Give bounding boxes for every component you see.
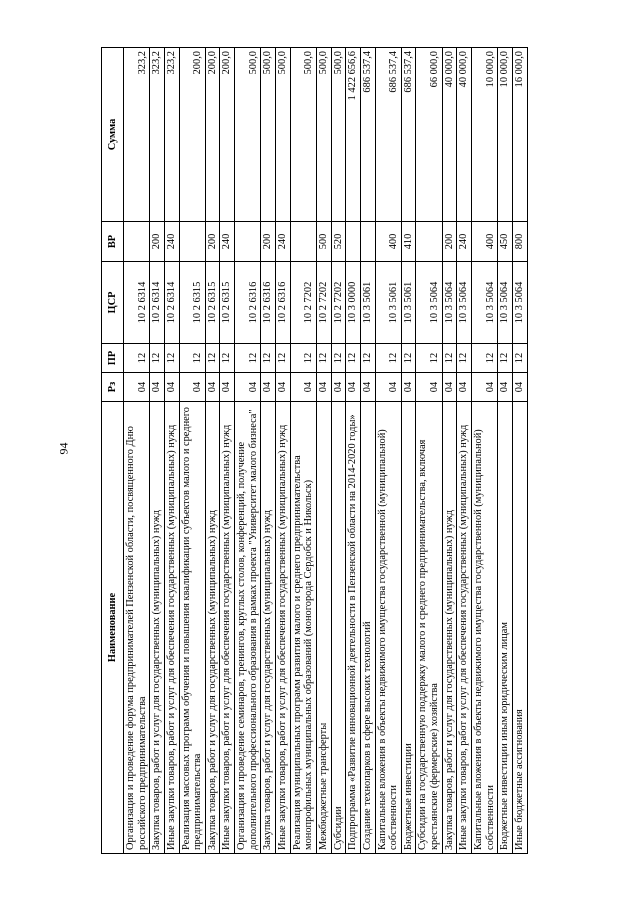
cell-pr: 12 — [150, 344, 165, 373]
cell-pr: 12 — [164, 344, 179, 373]
cell-vr: 520 — [331, 222, 346, 262]
cell-vr: 800 — [512, 222, 527, 262]
cell-name: Иные закупки товаров, работ и услуг для обеспечения государственных (муниципальных) нужд — [220, 402, 235, 854]
header-rz: Рз — [102, 373, 124, 402]
cell-rz: 04 — [220, 373, 235, 402]
cell-csr: 10 3 0000 — [346, 262, 361, 344]
cell-pr: 12 — [290, 344, 316, 373]
budget-table-rotated — [101, 48, 577, 854]
table-row — [261, 48, 276, 854]
cell-rz: 04 — [235, 373, 261, 402]
cell-vr: 240 — [164, 222, 179, 262]
cell-csr: 10 3 5061 — [360, 262, 375, 344]
cell-csr: 10 2 7202 — [331, 262, 346, 344]
cell-csr: 10 3 5064 — [442, 262, 457, 344]
cell-sum: 686 537,4 — [401, 48, 416, 222]
cell-sum: 40 000,0 — [442, 48, 457, 222]
cell-rz: 04 — [498, 373, 513, 402]
table-row — [442, 48, 457, 854]
cell-rz: 04 — [512, 373, 527, 402]
cell-name: Капитальные вложения в объекты недвижимого имущества государственной (муниципальной) собственности — [472, 402, 498, 854]
table-row — [124, 48, 150, 854]
cell-sum: 500,0 — [331, 48, 346, 222]
cell-csr: 10 2 6316 — [261, 262, 276, 344]
cell-csr: 10 2 6316 — [276, 262, 291, 344]
table-row — [472, 48, 498, 854]
cell-csr: 10 3 5061 — [401, 262, 416, 344]
cell-name: Организация и проведение семинаров, тренингов, круглых столов, конференций, получение дополнительного профессионального образования в рамках проекта "Университет малого бизнеса" — [235, 402, 261, 854]
cell-pr: 12 — [205, 344, 220, 373]
header-name: Наименование — [102, 402, 124, 854]
cell-pr: 12 — [220, 344, 235, 373]
cell-name: Реализация муниципальных программ развития малого и среднего предпринимательства монопрофильных муниципальных образований (моногорода Сердобск и Никольск) — [290, 402, 316, 854]
cell-csr: 10 3 5064 — [416, 262, 442, 344]
cell-name: Капитальные вложения в объекты недвижимого имущества государственной (муниципальной) собственности — [375, 402, 401, 854]
cell-vr: 400 — [472, 222, 498, 262]
cell-name: Иные закупки товаров, работ и услуг для обеспечения государственных (муниципальных) нужд — [457, 402, 472, 854]
cell-vr: 500 — [316, 222, 331, 262]
cell-name: Организация и проведение форума предпринимателей Пензенской области, посвященного Дню российского предпринимательства — [124, 402, 150, 854]
cell-name: Межбюджетные трансферты — [316, 402, 331, 854]
table-row — [164, 48, 179, 854]
header-vr: ВР — [102, 222, 124, 262]
cell-csr: 10 3 5064 — [457, 262, 472, 344]
cell-name: Подпрограмма «Развитие инновационной деятельности в Пензенской области на 2014-2020 годы» — [346, 402, 361, 854]
table-row — [360, 48, 375, 854]
cell-vr: 200 — [150, 222, 165, 262]
table-row — [276, 48, 291, 854]
cell-csr: 10 2 6314 — [124, 262, 150, 344]
cell-pr: 12 — [498, 344, 513, 373]
cell-sum: 10 000,0 — [498, 48, 513, 222]
cell-rz: 04 — [164, 373, 179, 402]
cell-sum: 1 422 656,6 — [346, 48, 361, 222]
cell-vr: 200 — [442, 222, 457, 262]
cell-csr: 10 2 7202 — [290, 262, 316, 344]
cell-csr: 10 2 7202 — [316, 262, 331, 344]
table-row — [205, 48, 220, 854]
cell-rz: 04 — [346, 373, 361, 402]
cell-sum: 40 000,0 — [457, 48, 472, 222]
cell-vr: 240 — [457, 222, 472, 262]
page-number: 94 — [56, 442, 71, 455]
cell-csr: 10 2 6315 — [205, 262, 220, 344]
table-row — [498, 48, 513, 854]
cell-rz: 04 — [205, 373, 220, 402]
table-row — [375, 48, 401, 854]
cell-sum: 500,0 — [276, 48, 291, 222]
cell-pr: 12 — [472, 344, 498, 373]
cell-rz: 04 — [457, 373, 472, 402]
cell-csr: 10 2 6314 — [164, 262, 179, 344]
cell-vr — [124, 222, 150, 262]
cell-name: Создание технопарков в сфере высоких технологий — [360, 402, 375, 854]
cell-vr — [360, 222, 375, 262]
cell-csr: 10 3 5064 — [498, 262, 513, 344]
table-row — [150, 48, 165, 854]
cell-rz: 04 — [316, 373, 331, 402]
cell-csr: 10 3 5064 — [512, 262, 527, 344]
cell-sum: 10 000,0 — [472, 48, 498, 222]
table-row — [179, 48, 205, 854]
cell-rz: 04 — [401, 373, 416, 402]
table-row — [235, 48, 261, 854]
cell-sum: 200,0 — [179, 48, 205, 222]
header-csr: ЦСР — [102, 262, 124, 344]
cell-sum: 686 537,4 — [375, 48, 401, 222]
cell-pr: 12 — [401, 344, 416, 373]
cell-name: Субсидии на государственную поддержку малого и среднего предпринимательства, включая крестьянские (фермерские) хозяйства — [416, 402, 442, 854]
cell-vr: 240 — [276, 222, 291, 262]
cell-name: Реализация массовых программ обучения и повышения квалификации субъектов малого и среднего предпринимательства — [179, 402, 205, 854]
cell-rz: 04 — [360, 373, 375, 402]
cell-rz: 04 — [472, 373, 498, 402]
cell-vr: 240 — [220, 222, 235, 262]
cell-csr: 10 2 6315 — [179, 262, 205, 344]
cell-sum: 500,0 — [261, 48, 276, 222]
cell-vr — [290, 222, 316, 262]
cell-pr: 12 — [276, 344, 291, 373]
cell-name: Иные бюджетные ассигнования — [512, 402, 527, 854]
cell-sum: 323,2 — [150, 48, 165, 222]
cell-csr: 10 2 6315 — [220, 262, 235, 344]
table-row — [290, 48, 316, 854]
table-row — [401, 48, 416, 854]
cell-rz: 04 — [179, 373, 205, 402]
cell-csr: 10 2 6316 — [235, 262, 261, 344]
cell-sum: 16 000,0 — [512, 48, 527, 222]
table-row — [346, 48, 361, 854]
cell-csr: 10 2 6314 — [150, 262, 165, 344]
cell-sum: 323,2 — [124, 48, 150, 222]
cell-vr: 450 — [498, 222, 513, 262]
cell-sum: 686 537,4 — [360, 48, 375, 222]
table-row — [220, 48, 235, 854]
cell-pr: 12 — [512, 344, 527, 373]
cell-name: Иные закупки товаров, работ и услуг для обеспечения государственных (муниципальных) нужд — [164, 402, 179, 854]
cell-pr: 12 — [124, 344, 150, 373]
cell-name: Закупка товаров, работ и услуг для государственных (муниципальных) нужд — [261, 402, 276, 854]
cell-vr — [179, 222, 205, 262]
cell-rz: 04 — [124, 373, 150, 402]
cell-rz: 04 — [375, 373, 401, 402]
cell-sum: 500,0 — [235, 48, 261, 222]
cell-vr: 400 — [375, 222, 401, 262]
cell-sum: 200,0 — [220, 48, 235, 222]
cell-pr: 12 — [346, 344, 361, 373]
cell-rz: 04 — [331, 373, 346, 402]
cell-pr: 12 — [442, 344, 457, 373]
budget-table — [101, 47, 528, 854]
cell-csr: 10 3 5064 — [472, 262, 498, 344]
cell-rz: 04 — [150, 373, 165, 402]
cell-pr: 12 — [235, 344, 261, 373]
cell-vr: 410 — [401, 222, 416, 262]
cell-rz: 04 — [442, 373, 457, 402]
cell-pr: 12 — [179, 344, 205, 373]
cell-name: Закупка товаров, работ и услуг для государственных (муниципальных) нужд — [150, 402, 165, 854]
cell-sum: 323,2 — [164, 48, 179, 222]
table-row — [316, 48, 331, 854]
cell-sum: 66 000,0 — [416, 48, 442, 222]
table-row — [457, 48, 472, 854]
cell-vr — [416, 222, 442, 262]
cell-rz: 04 — [276, 373, 291, 402]
cell-pr: 12 — [261, 344, 276, 373]
cell-pr: 12 — [457, 344, 472, 373]
cell-rz: 04 — [261, 373, 276, 402]
header-pr: ПР — [102, 344, 124, 373]
cell-sum: 200,0 — [205, 48, 220, 222]
table-header-row — [102, 48, 124, 854]
cell-name: Бюджетные инвестиции иным юридическим лицам — [498, 402, 513, 854]
cell-vr — [235, 222, 261, 262]
cell-name: Бюджетные инвестиции — [401, 402, 416, 854]
table-row — [416, 48, 442, 854]
cell-pr: 12 — [416, 344, 442, 373]
cell-vr: 200 — [261, 222, 276, 262]
table-row — [512, 48, 527, 854]
cell-pr: 12 — [360, 344, 375, 373]
table-body — [124, 48, 528, 854]
cell-name: Субсидии — [331, 402, 346, 854]
cell-name: Иные закупки товаров, работ и услуг для обеспечения государственных (муниципальных) нужд — [276, 402, 291, 854]
cell-pr: 12 — [331, 344, 346, 373]
cell-pr: 12 — [375, 344, 401, 373]
header-sum: Сумма — [102, 48, 124, 222]
cell-vr: 200 — [205, 222, 220, 262]
cell-rz: 04 — [416, 373, 442, 402]
cell-vr — [346, 222, 361, 262]
cell-name: Закупка товаров, работ и услуг для государственных (муниципальных) нужд — [442, 402, 457, 854]
cell-rz: 04 — [290, 373, 316, 402]
cell-name: Закупка товаров, работ и услуг для государственных (муниципальных) нужд — [205, 402, 220, 854]
cell-sum: 500,0 — [316, 48, 331, 222]
cell-sum: 500,0 — [290, 48, 316, 222]
cell-csr: 10 3 5061 — [375, 262, 401, 344]
cell-pr: 12 — [316, 344, 331, 373]
table-row — [331, 48, 346, 854]
